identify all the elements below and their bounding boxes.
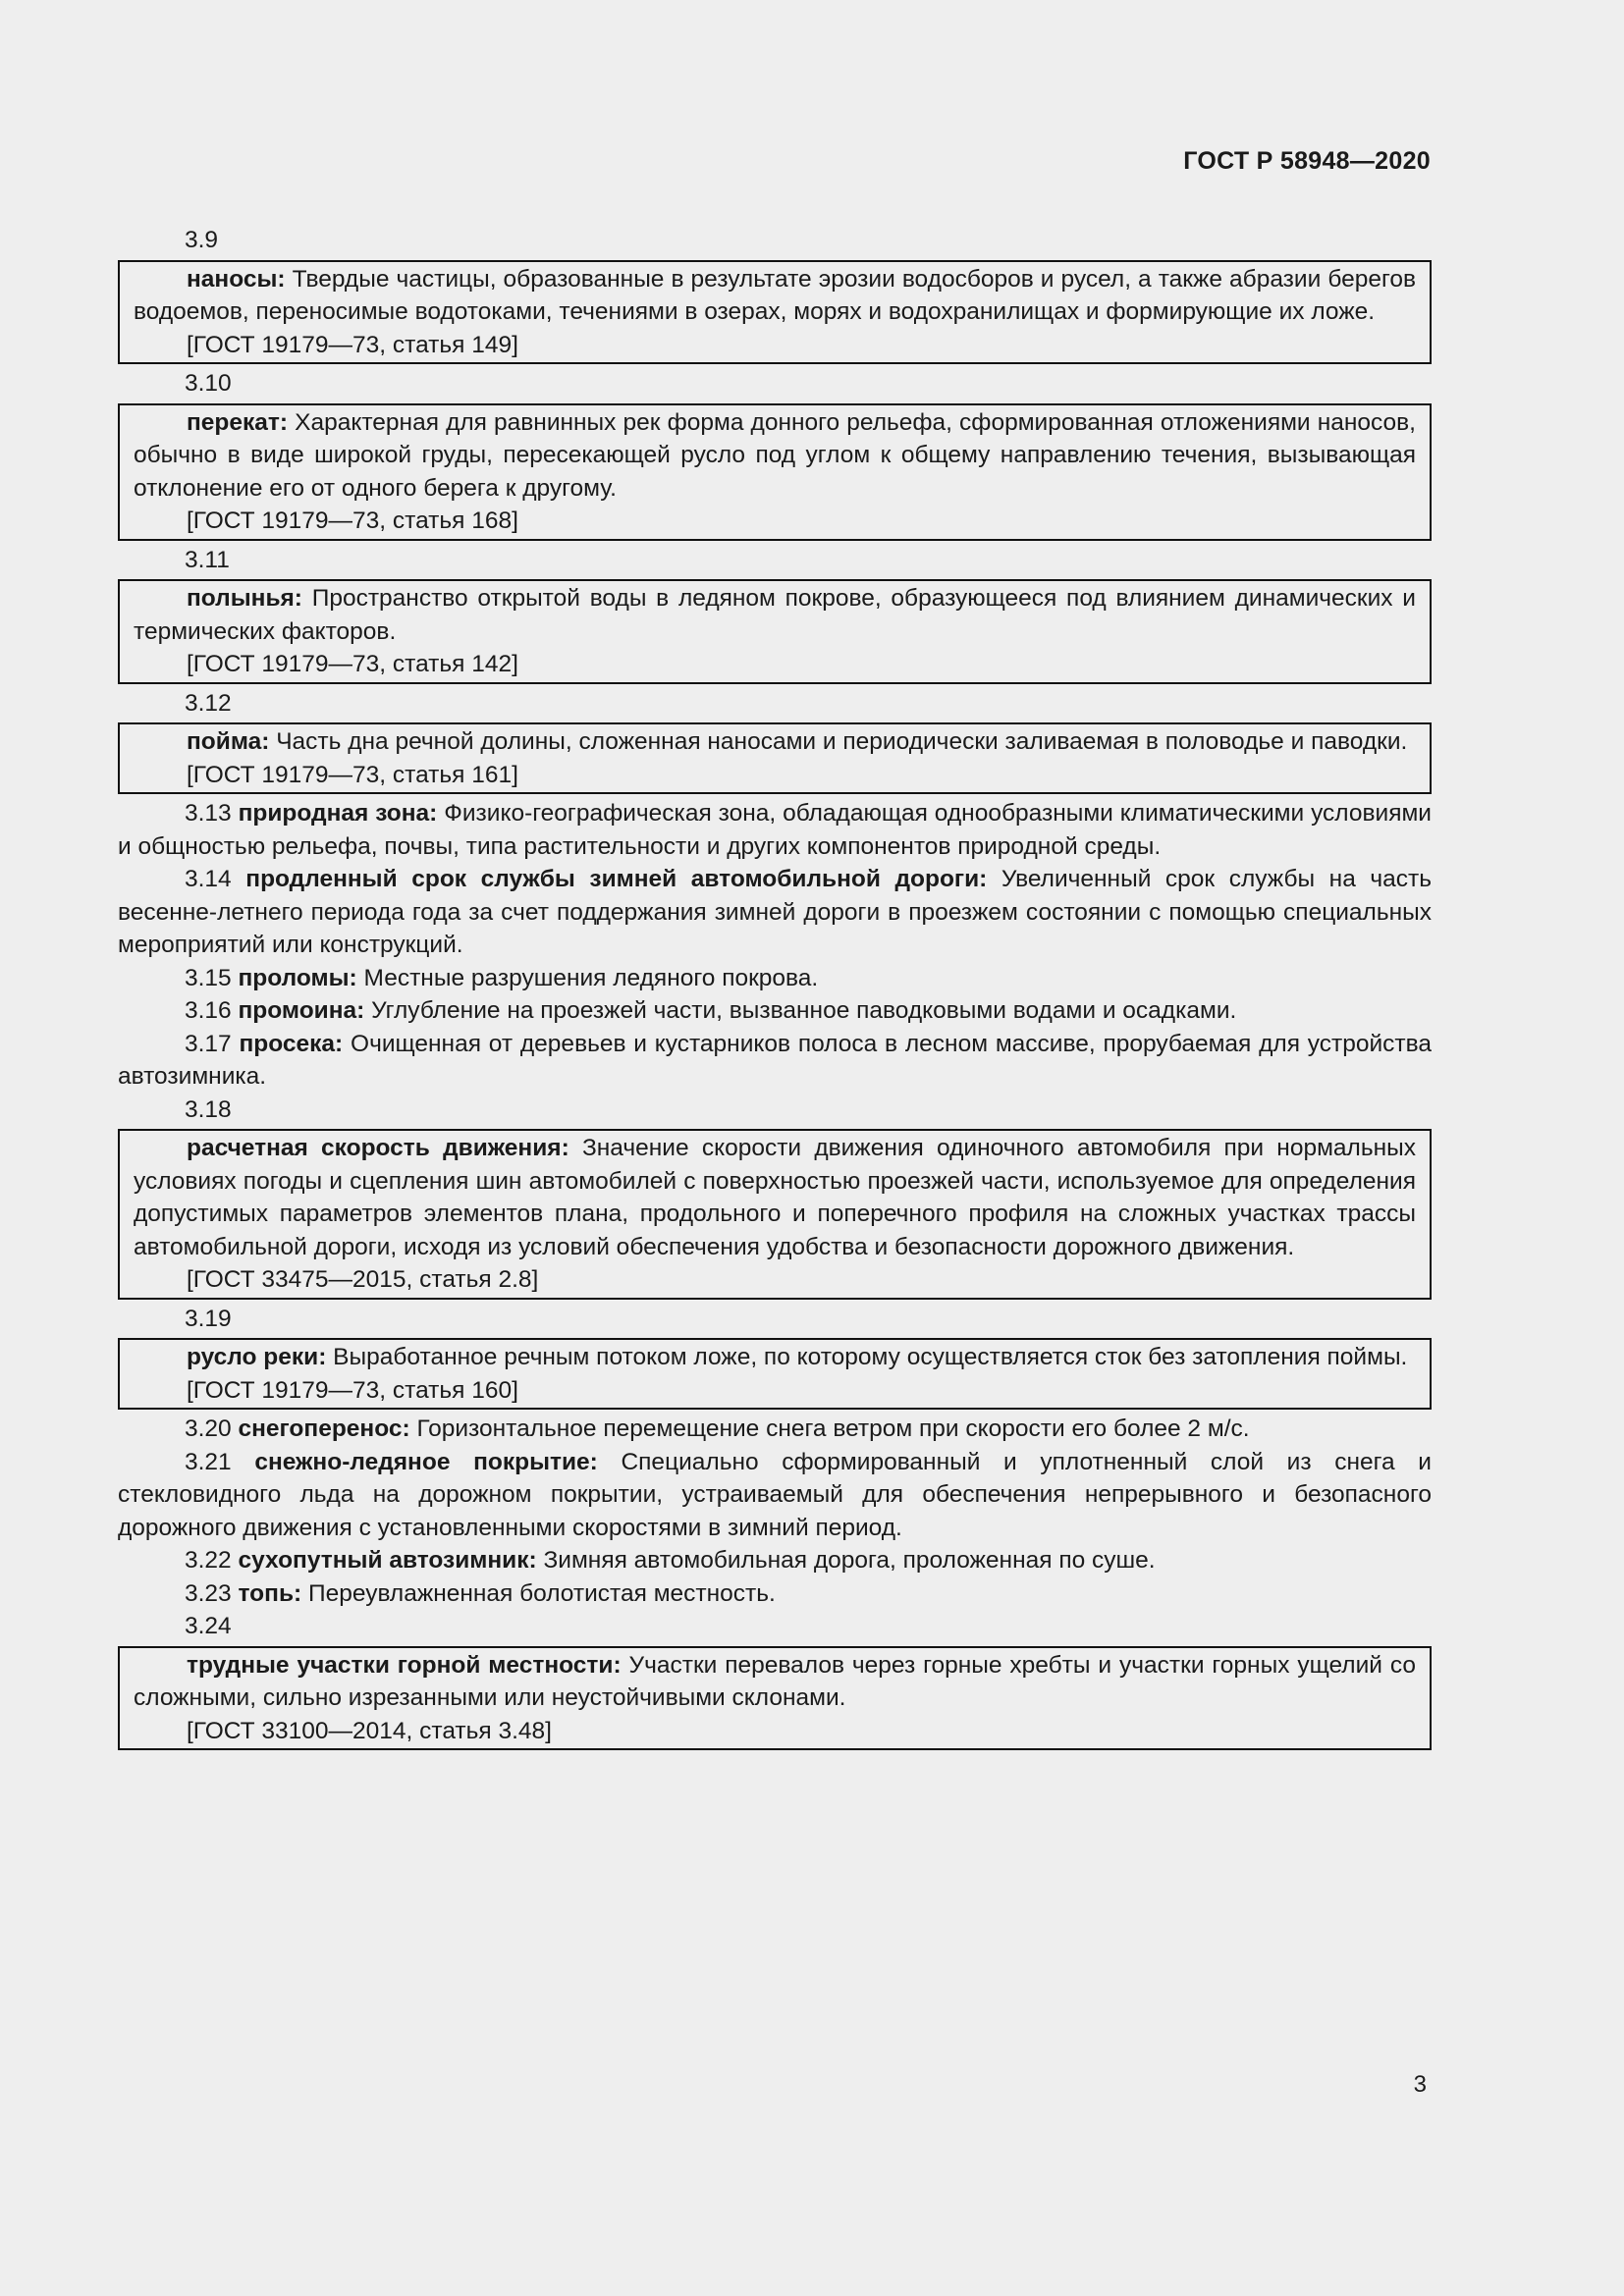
- term-definition: Часть дна речной долины, сложенная наносами и периодически заливаемая в половодье и паводки.: [269, 728, 1408, 755]
- term-definition: Пространство открытой воды в ледяном покрове, образующееся под влиянием динамических и термических факторов.: [134, 585, 1416, 645]
- definition-text: [134, 1649, 1416, 1715]
- page-number: 3: [1413, 2071, 1427, 2098]
- term-entry: [118, 797, 1432, 863]
- term-entry: [118, 367, 1432, 541]
- term-entry: [118, 544, 1432, 684]
- term-number: 3.12: [185, 689, 232, 717]
- definition-text: [134, 582, 1416, 648]
- term-definition: Твердые частицы, образованные в результате эрозии водосборов и русел, а также абразии берегов водоемов, переносимые водотоками, течениями в озерах, морях и водохранилищах и формирующие их ложе.: [134, 265, 1416, 325]
- definition-box: [118, 579, 1432, 684]
- term-number: 3.23: [185, 1579, 232, 1607]
- term-number: 3.14: [185, 866, 232, 892]
- term-number: 3.16: [185, 997, 232, 1024]
- definition-text: [134, 1132, 1416, 1263]
- term-entry: [118, 1446, 1432, 1545]
- term-number: 3.18: [185, 1095, 232, 1123]
- definition-text: [134, 725, 1416, 759]
- term-name: проломы:: [238, 964, 357, 991]
- term-name: пойма:: [187, 728, 270, 755]
- source-reference: [ГОСТ 33475—2015, статья 2.8]: [187, 1266, 539, 1293]
- term-name: русло реки:: [187, 1344, 327, 1370]
- definition-box: [118, 260, 1432, 365]
- term-definition: Углубление на проезжей части, вызванное паводковыми водами и осадками.: [364, 997, 1237, 1024]
- term-number: 3.17: [185, 1030, 232, 1057]
- term-name: снегоперенос:: [238, 1415, 410, 1442]
- term-name: полынья:: [187, 585, 302, 612]
- definition-box: [118, 722, 1432, 794]
- definition-box: [118, 1129, 1432, 1300]
- term-definition: Значение скорости движения одиночного автомобиля при нормальных условиях погоды и сцепления шин автомобилей с поверхностью проезжей части, используемое для определения допустимых параметров элементов плана, продольного и поперечного профиля на сложных участках трассы автомобильной дороги, исходя из условий обеспечения удобства и безопасности дорожного движения.: [134, 1135, 1416, 1260]
- term-definition: Характерная для равнинных рек форма донного рельефа, сформированная отложениями наносов, обычно в виде широкой груды, пересекающей русло под углом к общему направлению течения, вызывающая отклонение его от одного берега к другому.: [134, 408, 1416, 502]
- term-definition: Переувлажненная болотистая местность.: [301, 1579, 776, 1607]
- term-number: 3.24: [185, 1613, 232, 1639]
- term-definition: Горизонтальное перемещение снега ветром при скорости его более 2 м/с.: [409, 1415, 1250, 1442]
- source-reference: [ГОСТ 19179—73, статья 160]: [187, 1376, 518, 1404]
- term-definition: Участки перевалов через горные хребты и участки горных ущелий со сложными, сильно изрезанными или неустойчивыми склонами.: [134, 1651, 1416, 1711]
- term-name: топь:: [238, 1579, 302, 1607]
- source-reference: [ГОСТ 19179—73, статья 149]: [187, 331, 518, 358]
- source-reference: [ГОСТ 19179—73, статья 161]: [187, 761, 518, 788]
- term-entry: [118, 1577, 1432, 1611]
- term-number: 3.13: [185, 800, 232, 827]
- term-name: сухопутный автозимник:: [238, 1547, 537, 1574]
- term-name: перекат:: [187, 408, 289, 436]
- definition-text: [134, 406, 1416, 506]
- term-name: трудные участки горной местности:: [187, 1651, 622, 1679]
- term-name: промоина:: [238, 997, 365, 1024]
- term-entry: [118, 994, 1432, 1028]
- definition-box: [118, 1338, 1432, 1410]
- term-definition: Физико-географическая зона, обладающая однообразными климатическими условиями и общностью рельефа, почвы, типа растительности и других компонентов природной среды.: [118, 800, 1432, 860]
- term-name: наносы:: [187, 265, 286, 293]
- term-definition: Местные разрушения ледяного покрова.: [356, 964, 819, 991]
- term-entry: [118, 687, 1432, 795]
- term-entry: [118, 1094, 1432, 1300]
- document-header: ГОСТ Р 58948—2020: [1183, 147, 1431, 175]
- term-definition: Выработанное речным потоком ложе, по которому осуществляется сток без затопления поймы.: [326, 1344, 1408, 1370]
- term-entry: [118, 224, 1432, 364]
- term-definition: Зимняя автомобильная дорога, проложенная по суше.: [536, 1547, 1156, 1574]
- term-entry: [118, 962, 1432, 995]
- definition-text: [134, 1341, 1416, 1374]
- term-name: природная зона:: [238, 800, 438, 827]
- source-reference: [ГОСТ 19179—73, статья 142]: [187, 651, 518, 677]
- term-entry: [118, 863, 1432, 962]
- term-entry: [118, 1028, 1432, 1094]
- definition-box: [118, 403, 1432, 541]
- term-entry: [118, 1610, 1432, 1750]
- term-definition: Специально сформированный и уплотненный слой из снега и стекловидного льда на дорожном покрытии, устраиваемый для обеспечения непрерывного и безопасного дорожного движения с установленными скоростями в зимний период.: [118, 1448, 1432, 1541]
- term-number: 3.15: [185, 964, 232, 991]
- term-number: 3.10: [185, 370, 232, 397]
- term-name: снежно-ледяное покрытие:: [254, 1448, 598, 1475]
- terms-list: [118, 224, 1432, 1753]
- term-number: 3.19: [185, 1305, 232, 1332]
- term-definition: Увеличенный срок службы на часть весенне-летнего периода года за счет поддержания зимней дороги в проезжем состоянии с помощью специальных мероприятий или конструкций.: [118, 866, 1433, 958]
- term-name: просека:: [239, 1030, 344, 1057]
- term-entry: [118, 1303, 1432, 1411]
- term-number: 3.9: [185, 227, 219, 253]
- term-name: продленный срок службы зимней автомобильной дороги:: [245, 866, 988, 892]
- term-name: расчетная скорость движения:: [187, 1135, 569, 1161]
- source-reference: [ГОСТ 19179—73, статья 168]: [187, 507, 518, 534]
- term-number: 3.22: [185, 1547, 232, 1574]
- definition-box: [118, 1646, 1432, 1751]
- term-entry: [118, 1413, 1432, 1446]
- source-reference: [ГОСТ 33100—2014, статья 3.48]: [187, 1717, 552, 1744]
- term-number: 3.20: [185, 1415, 232, 1442]
- term-number: 3.21: [185, 1448, 232, 1475]
- definition-text: [134, 263, 1416, 329]
- term-definition: Очищенная от деревьев и кустарников полоса в лесном массиве, прорубаемая для устройства автозимника.: [118, 1030, 1432, 1090]
- term-number: 3.11: [185, 546, 230, 573]
- term-entry: [118, 1544, 1432, 1577]
